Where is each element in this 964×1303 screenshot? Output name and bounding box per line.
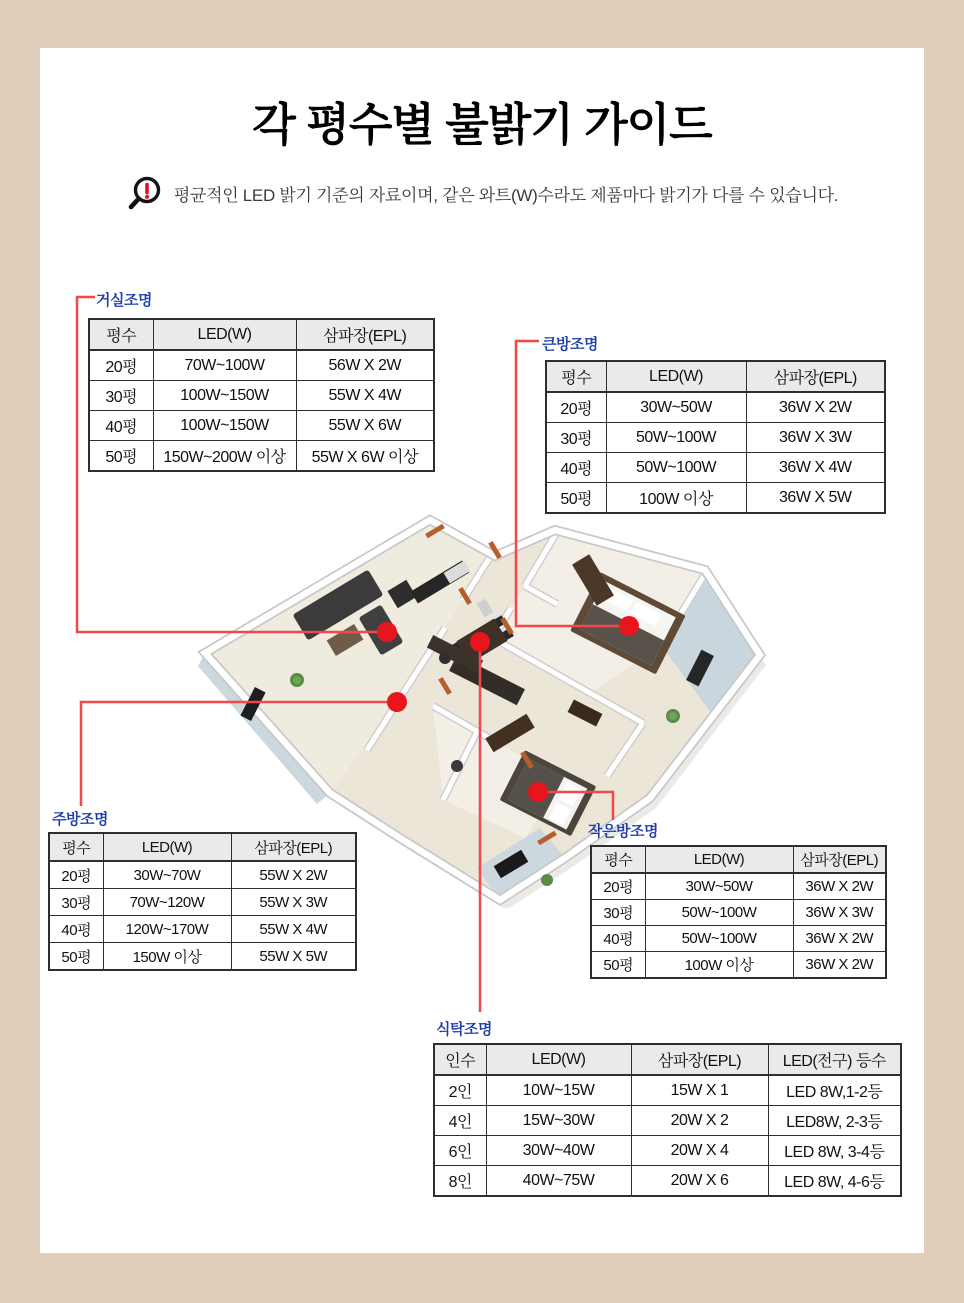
table-cell: 30평 bbox=[49, 889, 103, 916]
table-cell: 55W X 6W 이상 bbox=[296, 441, 434, 472]
table-cell: 150W 이상 bbox=[103, 943, 231, 971]
header-row bbox=[591, 846, 886, 873]
column-header: 평수 bbox=[546, 361, 606, 392]
table-row bbox=[591, 873, 886, 900]
column-header: LED(전구) 등수 bbox=[768, 1044, 901, 1075]
table-cell: 50W~100W bbox=[645, 900, 793, 926]
table-row bbox=[49, 861, 356, 889]
table-row bbox=[434, 1136, 901, 1166]
living-room-label: 거실조명 bbox=[96, 292, 152, 309]
table-cell: 36W X 5W bbox=[746, 483, 885, 514]
table-row bbox=[591, 900, 886, 926]
table-cell: 30W~50W bbox=[645, 873, 793, 900]
table-cell: 50W~100W bbox=[606, 423, 746, 453]
table-row bbox=[434, 1166, 901, 1197]
table-cell: 55W X 6W bbox=[296, 411, 434, 441]
table-cell: 70W~100W bbox=[153, 350, 296, 381]
table-cell: 100W 이상 bbox=[645, 952, 793, 979]
table-cell: 20W X 6 bbox=[631, 1166, 768, 1197]
table-row bbox=[546, 483, 885, 514]
table-cell: 40평 bbox=[89, 411, 153, 441]
notice-row bbox=[40, 174, 924, 212]
table-cell: 20W X 4 bbox=[631, 1136, 768, 1166]
table-cell: 40W~75W bbox=[486, 1166, 631, 1197]
table-cell: 30평 bbox=[89, 381, 153, 411]
table-cell: 30평 bbox=[546, 423, 606, 453]
big-room-table bbox=[545, 360, 886, 514]
table-cell: 20W X 2 bbox=[631, 1106, 768, 1136]
header-row bbox=[49, 833, 356, 861]
column-header: 삼파장(EPL) bbox=[746, 361, 885, 392]
table-cell: 36W X 3W bbox=[746, 423, 885, 453]
table-cell: 50W~100W bbox=[606, 453, 746, 483]
table-cell: 20평 bbox=[49, 861, 103, 889]
kitchen-table bbox=[48, 832, 357, 971]
table-cell: 55W X 5W bbox=[231, 943, 356, 971]
column-header: LED(W) bbox=[486, 1044, 631, 1075]
table-cell: 50평 bbox=[49, 943, 103, 971]
header-row bbox=[89, 319, 434, 350]
table-cell: 150W~200W 이상 bbox=[153, 441, 296, 472]
column-header: 삼파장(EPL) bbox=[231, 833, 356, 861]
table-cell: 36W X 2W bbox=[746, 392, 885, 423]
table-row bbox=[89, 350, 434, 381]
table-cell: 70W~120W bbox=[103, 889, 231, 916]
table-cell: 100W~150W bbox=[153, 411, 296, 441]
column-header: 인수 bbox=[434, 1044, 486, 1075]
column-header: 평수 bbox=[89, 319, 153, 350]
living-room-table bbox=[88, 318, 435, 472]
table-cell: 40평 bbox=[591, 926, 645, 952]
table-cell: 36W X 3W bbox=[793, 900, 886, 926]
table-cell: 50평 bbox=[89, 441, 153, 472]
table-cell: 20평 bbox=[89, 350, 153, 381]
column-header: 평수 bbox=[49, 833, 103, 861]
column-header: 삼파장(EPL) bbox=[296, 319, 434, 350]
table-row bbox=[434, 1075, 901, 1106]
table-row bbox=[546, 423, 885, 453]
table-cell: 50평 bbox=[546, 483, 606, 514]
big-room-label: 큰방조명 bbox=[542, 336, 598, 353]
table-row bbox=[49, 916, 356, 943]
table-cell: LED8W, 2-3등 bbox=[768, 1106, 901, 1136]
table-cell: 30W~50W bbox=[606, 392, 746, 423]
table-cell: 15W X 1 bbox=[631, 1075, 768, 1106]
table-cell: 10W~15W bbox=[486, 1075, 631, 1106]
column-header: 삼파장(EPL) bbox=[631, 1044, 768, 1075]
notice-text: 평균적인 LED 밝기 기준의 자료이며, 같은 와트(W)수라도 제품마다 밝기가 다를 수 있습니다. bbox=[173, 185, 839, 205]
table-cell: 15W~30W bbox=[486, 1106, 631, 1136]
table-row bbox=[89, 441, 434, 472]
table-cell: 30W~40W bbox=[486, 1136, 631, 1166]
table-cell: 36W X 4W bbox=[746, 453, 885, 483]
column-header: 삼파장(EPL) bbox=[793, 846, 886, 873]
table-cell: 30W~70W bbox=[103, 861, 231, 889]
table-row bbox=[49, 889, 356, 916]
table-cell: LED 8W, 4-6등 bbox=[768, 1166, 901, 1197]
table-row bbox=[591, 926, 886, 952]
table-cell: 40평 bbox=[49, 916, 103, 943]
table-cell: 4인 bbox=[434, 1106, 486, 1136]
small-room-table bbox=[590, 845, 887, 979]
table-cell: 120W~170W bbox=[103, 916, 231, 943]
table-cell: 56W X 2W bbox=[296, 350, 434, 381]
small-room-label: 작은방조명 bbox=[588, 823, 658, 840]
column-header: 평수 bbox=[591, 846, 645, 873]
column-header: LED(W) bbox=[645, 846, 793, 873]
table-cell: 100W 이상 bbox=[606, 483, 746, 514]
table-cell: 8인 bbox=[434, 1166, 486, 1197]
table-cell: 20평 bbox=[546, 392, 606, 423]
column-header: LED(W) bbox=[153, 319, 296, 350]
page-content bbox=[40, 48, 924, 1253]
table-row bbox=[546, 453, 885, 483]
table-cell: 36W X 2W bbox=[793, 926, 886, 952]
table-row bbox=[49, 943, 356, 971]
table-cell: 55W X 2W bbox=[231, 861, 356, 889]
table-cell: 55W X 4W bbox=[231, 916, 356, 943]
table-cell: LED 8W,1-2등 bbox=[768, 1075, 901, 1106]
column-header: LED(W) bbox=[103, 833, 231, 861]
table-cell: 50W~100W bbox=[645, 926, 793, 952]
table-cell: 55W X 3W bbox=[231, 889, 356, 916]
table-cell: 30평 bbox=[591, 900, 645, 926]
table-cell: 20평 bbox=[591, 873, 645, 900]
table-row bbox=[434, 1106, 901, 1136]
table-row bbox=[89, 411, 434, 441]
table-cell: 40평 bbox=[546, 453, 606, 483]
table-row bbox=[89, 381, 434, 411]
table-cell: 50평 bbox=[591, 952, 645, 979]
kitchen-label: 주방조명 bbox=[52, 811, 108, 828]
table-cell: LED 8W, 3-4등 bbox=[768, 1136, 901, 1166]
column-header: LED(W) bbox=[606, 361, 746, 392]
table-cell: 6인 bbox=[434, 1136, 486, 1166]
header-row bbox=[434, 1044, 901, 1075]
page-title: 각 평수별 불밝기 가이드 bbox=[252, 99, 712, 150]
table-cell: 2인 bbox=[434, 1075, 486, 1106]
table-row bbox=[591, 952, 886, 979]
table-row bbox=[546, 392, 885, 423]
dining-table-table bbox=[433, 1043, 902, 1197]
table-cell: 55W X 4W bbox=[296, 381, 434, 411]
header-row bbox=[546, 361, 885, 392]
table-cell: 36W X 2W bbox=[793, 873, 886, 900]
magnifier-exclamation-icon bbox=[126, 174, 164, 212]
table-cell: 100W~150W bbox=[153, 381, 296, 411]
dining-label: 식탁조명 bbox=[436, 1021, 492, 1038]
table-cell: 36W X 2W bbox=[793, 952, 886, 979]
